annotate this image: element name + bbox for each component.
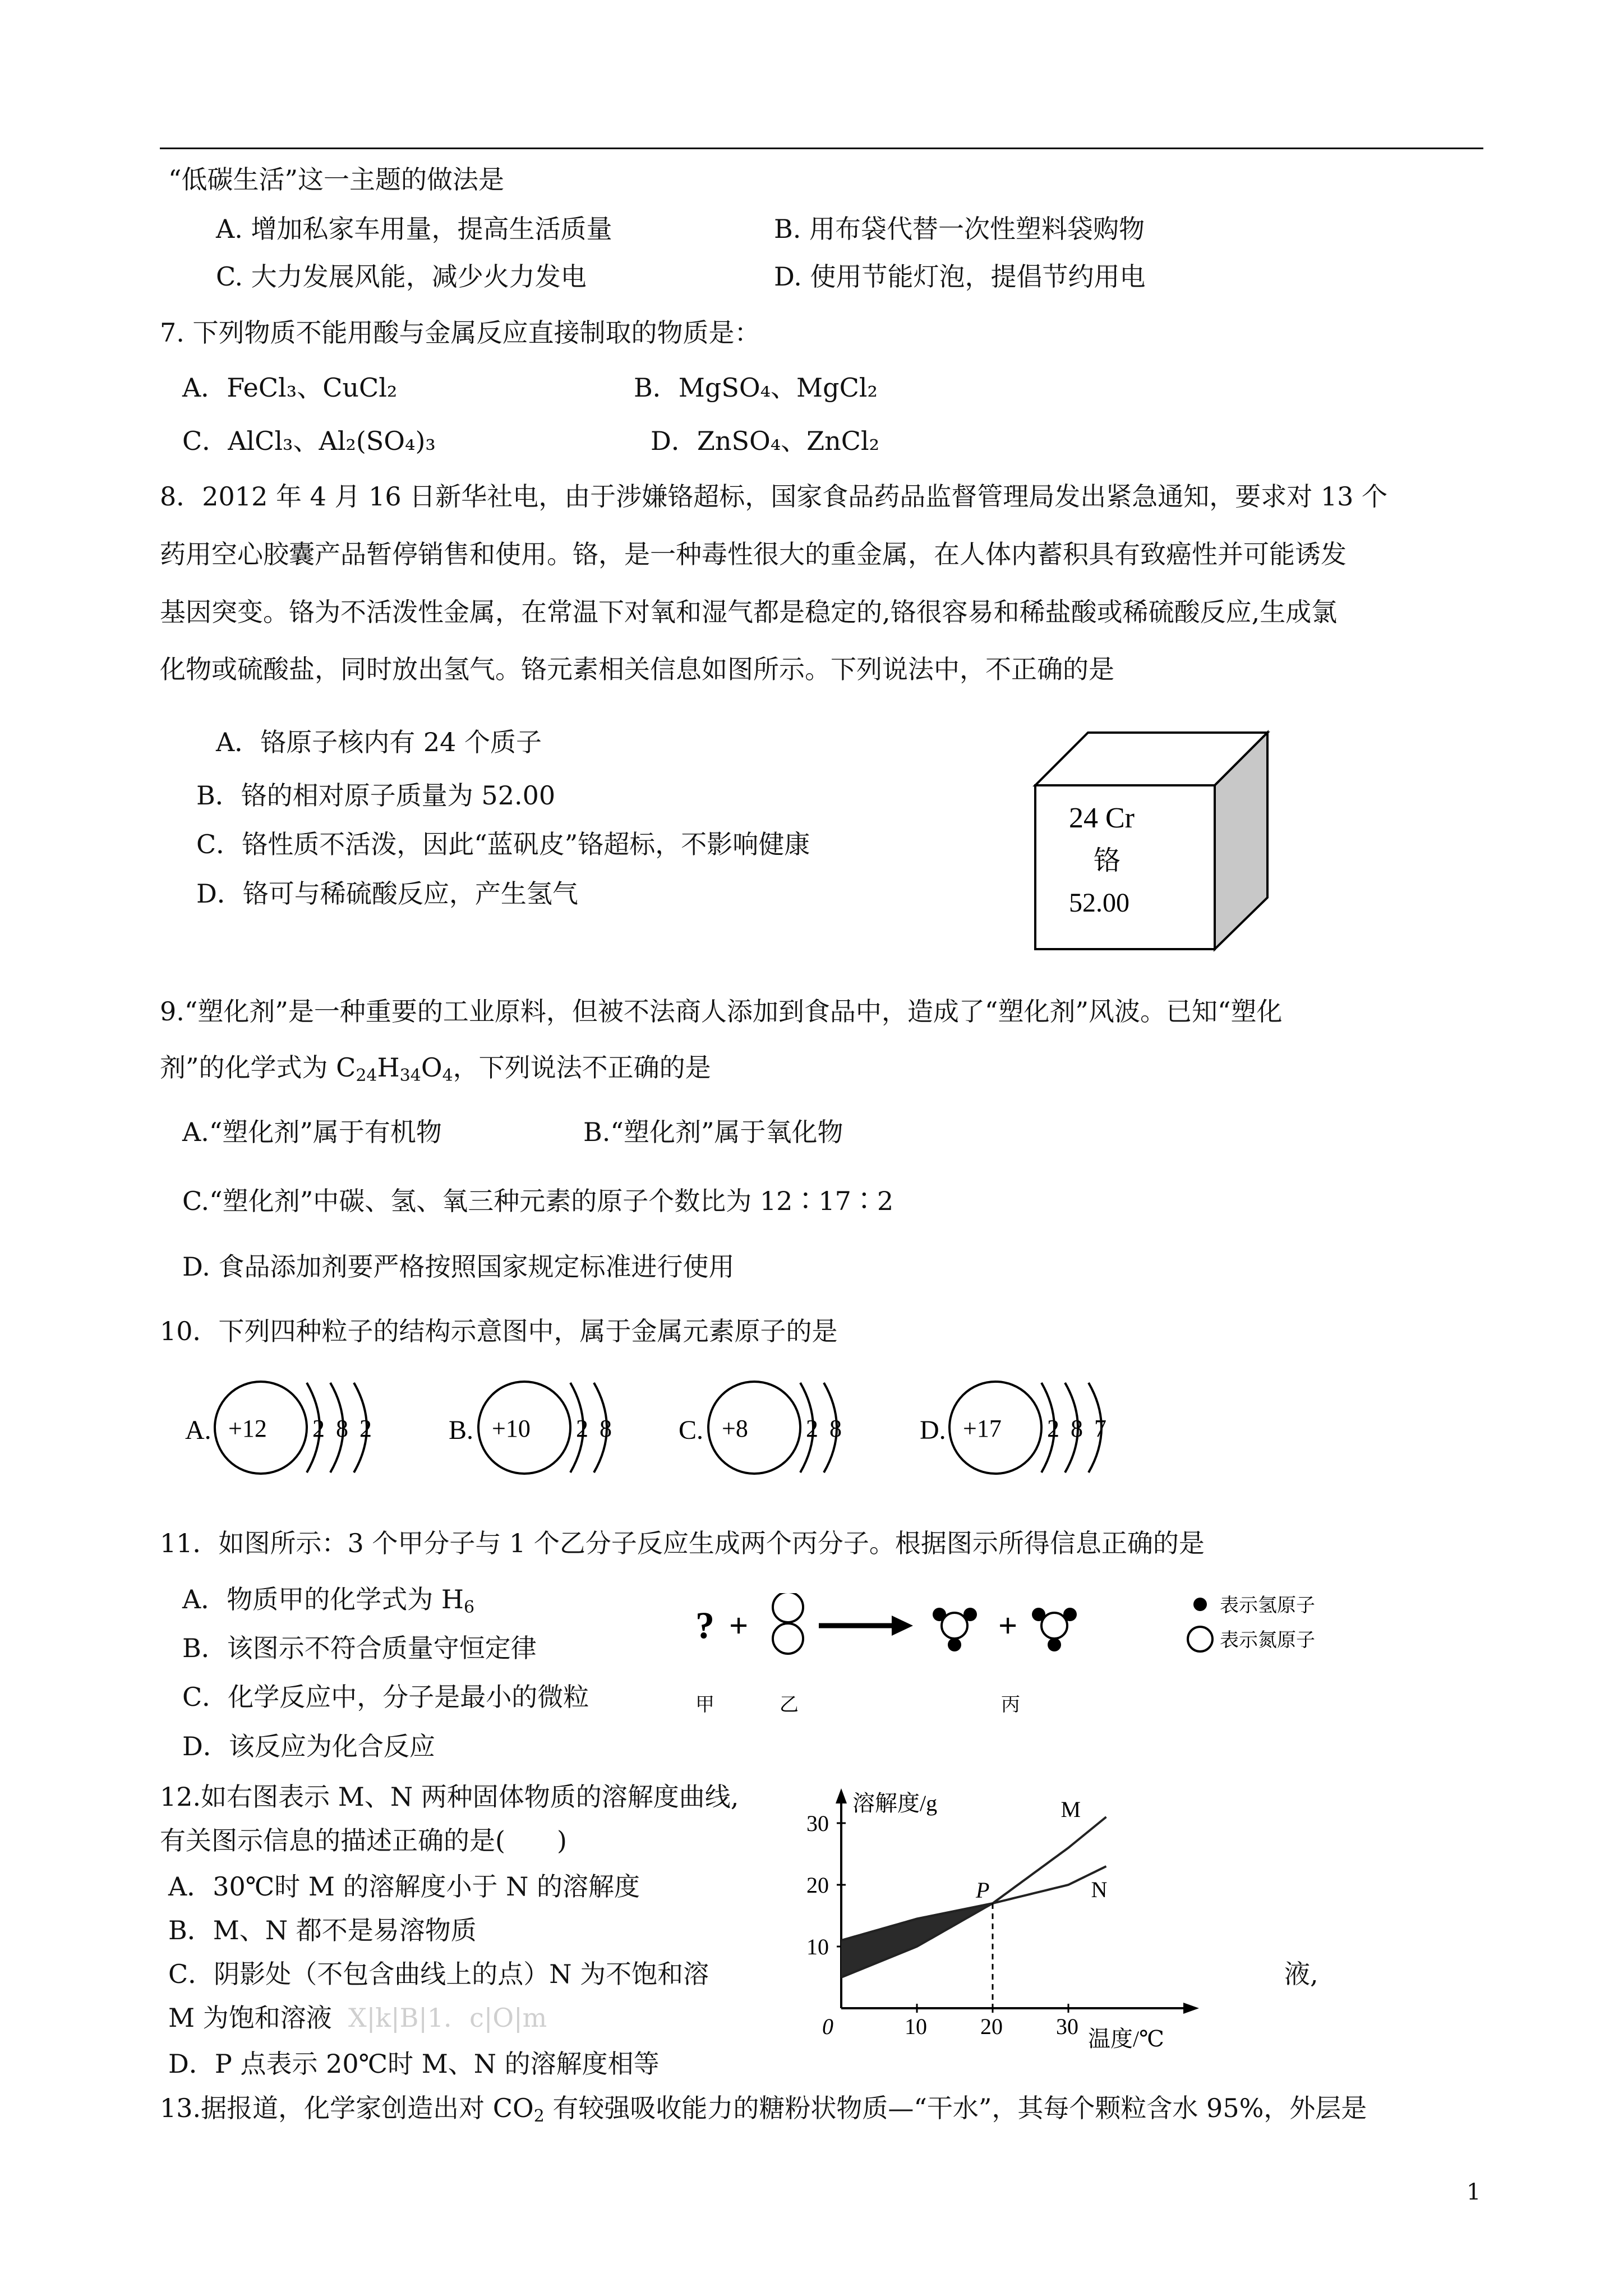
q10-stem: 10．下列四种粒子的结构示意图中，属于金属元素原子的是 (160, 1316, 838, 1346)
atom-1-shell-1-count: 2 (312, 1415, 325, 1442)
q9-line2-post: ，下列说法不正确的是 (453, 1052, 711, 1083)
q11-option-a-text: A．物质甲的化学式为 H (182, 1584, 464, 1614)
legend-nitrogen-label: 表示氮原子 (1220, 1630, 1315, 1651)
q12-option-a: A．30℃时 M 的溶解度小于 N 的溶解度 (168, 1871, 640, 1902)
q9-sub-34: 34 (399, 1066, 421, 1085)
legend-nitrogen-circle (1188, 1627, 1212, 1651)
q9-option-d: D. 食品添加剂要严格按照国家规定标准进行使用 (182, 1251, 735, 1282)
series-N-curve (841, 1866, 1106, 1940)
x-axis-arrow (1183, 2003, 1199, 2014)
q7-stem: 7. 下列物质不能用酸与金属反应直接制取的物质是： (160, 318, 760, 348)
q11-option-a-sub: 6 (463, 1598, 475, 1617)
series-M-label: M (1061, 1797, 1081, 1822)
n2-atom-top (773, 1593, 803, 1622)
y-tick-30: 30 (806, 1811, 829, 1836)
q8-line-1: 8．2012 年 4 月 16 日新华社电，由于涉嫌铬超标，国家食品药品监督管理局发出紧急通知，要求对 13 个 (160, 481, 1388, 512)
q7-option-b: B．MgSO₄、MgCl₂ (634, 372, 878, 403)
atom-4-shell-3-count: 7 (1094, 1415, 1106, 1442)
q6-option-b: B. 用布袋代替一次性塑料袋购物 (774, 214, 1145, 244)
q12-option-d: D．P 点表示 20℃时 M、N 的溶解度相等 (168, 2049, 660, 2079)
atom-structure-diagrams (185, 1369, 1251, 1492)
label-jia: 甲 (695, 1695, 714, 1715)
atom-3-shell-1-count: 2 (806, 1415, 818, 1442)
q11-option-d: D．该反应为化合反应 (182, 1731, 435, 1761)
q8-option-c: C．铬性质不活泼，因此“蓝矾皮”铬超标，不影响健康 (196, 829, 810, 859)
q9-line2-pre: 剂”的化学式为 C (160, 1052, 356, 1083)
q6-option-d: D. 使用节能灯泡，提倡节约用电 (774, 261, 1146, 292)
atom-3-shell-2-count: 8 (829, 1415, 842, 1442)
element-name: 铬 (1094, 846, 1121, 876)
q9-option-c: C.“塑化剂”中碳、氢、氧三种元素的原子个数比为 12∶17∶2 (182, 1186, 894, 1216)
q12-option-c-line2 (168, 2005, 547, 2031)
x-tick-30: 30 (1056, 2014, 1078, 2039)
q12-option-c2-text: M 为饱和溶液 (168, 2003, 332, 2033)
q7-option-d: D．ZnSO₄、ZnCl₂ (651, 426, 880, 456)
atom-3-label: C. (679, 1415, 704, 1445)
q9-o: O (421, 1052, 442, 1083)
atom-4-label: D. (920, 1415, 946, 1445)
nh3-1-n (942, 1613, 967, 1639)
q13-sub: 2 (533, 2106, 545, 2126)
watermark-text: X|k|B|1．c|O|m (348, 2003, 547, 2033)
atom-1-shell-3-count: 2 (359, 1415, 372, 1442)
q12-option-c-line1: C．阴影处（不包含曲线上的点）N 为不饱和溶 (168, 1959, 709, 1989)
q12-stem-2: 有关图示信息的描述正确的是( ) (160, 1825, 567, 1856)
y-axis-arrow (836, 1788, 847, 1803)
q11-option-b: B．该图示不符合质量守恒定律 (182, 1633, 537, 1663)
shaded-region (841, 1903, 993, 1977)
n2-atom-bottom (773, 1623, 803, 1654)
q9-option-a: A.“塑化剂”属于有机物 (182, 1117, 442, 1147)
q12-option-c-end: 液, (1284, 1959, 1318, 1989)
q8-option-b: B．铬的相对原子质量为 52.00 (196, 780, 556, 811)
x-tick-0: 0 (822, 2014, 833, 2039)
x-axis-label: 温度/℃ (1088, 2026, 1164, 2051)
chromium-element-card (1032, 729, 1279, 954)
nh3-2-n (1041, 1613, 1067, 1639)
q13-pre: 13.据报道，化学家创造出对 CO (160, 2093, 534, 2123)
series-N-label: N (1091, 1877, 1108, 1902)
x-tick-20: 20 (980, 2014, 1003, 2039)
x-tick-10: 10 (905, 2014, 927, 2039)
q6-stem-tail: “低碳生活”这一主题的做法是 (168, 164, 505, 195)
q8-line-2: 药用空心胶囊产品暂停销售和使用。铬，是一种毒性很大的重金属，在人体内蓄积具有致癌性并可能诱发 (160, 539, 1347, 569)
label-yi: 乙 (780, 1695, 799, 1715)
q9-sub-4: 4 (442, 1066, 453, 1085)
y-tick-10: 10 (806, 1934, 829, 1959)
solubility-chart (796, 1784, 1234, 2053)
q7-option-c: C．AlCl₃、Al₂(SO₄)₃ (182, 426, 436, 456)
nh3-1-h-bottom (948, 1638, 961, 1651)
y-tick-20: 20 (806, 1872, 829, 1898)
atom-2-nucleus-charge: +10 (492, 1415, 531, 1442)
q12-option-b: B．M、N 都不是易溶物质 (168, 1915, 477, 1945)
q11-option-c: C．化学反应中，分子是最小的微粒 (182, 1682, 589, 1712)
nh3-2-h-bottom (1048, 1638, 1061, 1651)
q7-option-a: A．FeCl₃、CuCl₂ (182, 372, 398, 403)
atom-3-nucleus-charge: +8 (722, 1415, 748, 1442)
reaction-plus-2: + (998, 1607, 1018, 1644)
q9-option-b: B.“塑化剂”属于氧化物 (583, 1117, 843, 1147)
atom-2-shell-2-count: 8 (600, 1415, 612, 1442)
page-number: 1 (1467, 2179, 1481, 2205)
q9-line-1: 9.“塑化剂”是一种重要的工业原料，但被不法商人添加到食品中，造成了“塑化剂”风波。已知“塑化 (160, 996, 1283, 1027)
atom-4-shell-2-count: 8 (1071, 1415, 1083, 1442)
reaction-arrow-head (892, 1616, 913, 1636)
atom-1-label: A. (185, 1415, 211, 1445)
reaction-plus-1: + (729, 1607, 749, 1644)
unknown-molecule-question-mark: ? (695, 1604, 714, 1646)
q13-stem (160, 2093, 1367, 2126)
q9-line-2 (160, 1052, 711, 1085)
q11-stem: 11．如图所示：3 个甲分子与 1 个乙分子反应生成两个丙分子。根据图示所得信息正确的是 (160, 1528, 1205, 1558)
label-bing: 丙 (1001, 1695, 1020, 1715)
element-mass: 52.00 (1069, 888, 1129, 918)
atom-1-shell-2-count: 8 (336, 1415, 348, 1442)
q8-line-4: 化物或硫酸盐，同时放出氢气。铬元素相关信息如图所示。下列说法中，不正确的是 (160, 654, 1114, 684)
atom-2-shell-1-count: 2 (576, 1415, 588, 1442)
element-number-symbol: 24 Cr (1069, 802, 1135, 834)
q8-option-a: A．铬原子核内有 24 个质子 (216, 727, 542, 757)
header-rule (160, 148, 1483, 149)
atom-4-shell-1-count: 2 (1047, 1415, 1059, 1442)
q6-option-a: A. 增加私家车用量，提高生活质量 (216, 214, 612, 244)
atom-4-nucleus-charge: +17 (963, 1415, 1002, 1442)
reaction-diagram (695, 1593, 1324, 1728)
q6-option-c: C. 大力发展风能，减少火力发电 (216, 261, 587, 292)
q9-sub-24: 24 (356, 1066, 377, 1085)
q11-option-a (182, 1584, 475, 1617)
q9-h: H (377, 1052, 400, 1083)
legend-hydrogen-label: 表示氢原子 (1220, 1595, 1315, 1616)
intersection-point-label: P (976, 1878, 990, 1903)
y-axis-label: 溶解度/g (852, 1791, 938, 1816)
q8-option-d: D．铬可与稀硫酸反应，产生氢气 (196, 878, 578, 909)
atom-1-nucleus-charge: +12 (228, 1415, 267, 1442)
q13-post: 有较强吸收能力的糖粉状物质—“干水”，其每个颗粒含水 95%，外层是 (544, 2093, 1367, 2123)
q12-stem-1: 12.如右图表示 M、N 两种固体物质的溶解度曲线, (160, 1782, 739, 1812)
legend-hydrogen-dot (1193, 1598, 1207, 1611)
atom-2-label: B. (449, 1415, 474, 1445)
q8-line-3: 基因突变。铬为不活泼性金属，在常温下对氧和湿气都是稳定的,铬很容易和稀盐酸或稀硫酸反应,生成氯 (160, 597, 1338, 627)
